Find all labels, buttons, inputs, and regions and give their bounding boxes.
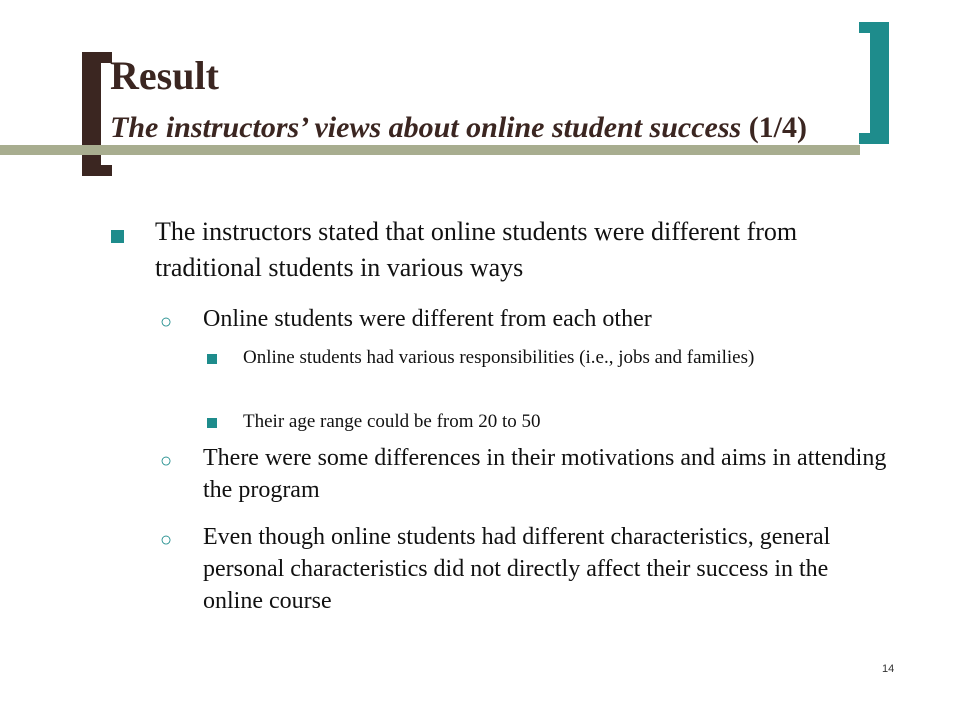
circle-bullet-icon: ○ (160, 311, 173, 333)
title-rule (0, 145, 860, 155)
left-bracket-bottom (82, 165, 112, 176)
right-bracket-top (859, 22, 889, 33)
subtitle-italic: The instructors’ views about online student success (110, 111, 742, 144)
circle-bullet-icon: ○ (160, 529, 173, 551)
right-bracket-bottom (859, 133, 889, 144)
bullet-level1: The instructors stated that online students were different from traditional students in various ways (155, 217, 798, 282)
bullet-level2: There were some differences in their motivations and aims in attending the program (203, 445, 887, 503)
left-bracket (82, 52, 101, 176)
circle-bullet-icon: ○ (160, 450, 173, 472)
page-number: 14 (882, 663, 895, 675)
right-bracket (870, 22, 889, 144)
square-bullet-icon (207, 418, 217, 428)
bullet-level2: Online students were different from each other (203, 306, 652, 332)
square-bullet-icon (207, 354, 217, 364)
bullet-level3: Their age range could be from 20 to 50 (243, 411, 541, 432)
bullet-level2: Even though online students had different characteristics, general personal characteristics did not directly affect their success in the online course (203, 524, 831, 614)
subtitle-suffix: (1/4) (741, 111, 808, 144)
slide-subtitle (110, 112, 807, 144)
left-bracket-top (82, 52, 112, 63)
bullet-level3: Online students had various responsibilities (i.e., jobs and families) (243, 347, 755, 368)
square-bullet-icon (111, 230, 124, 243)
slide-title: Result (110, 53, 219, 98)
